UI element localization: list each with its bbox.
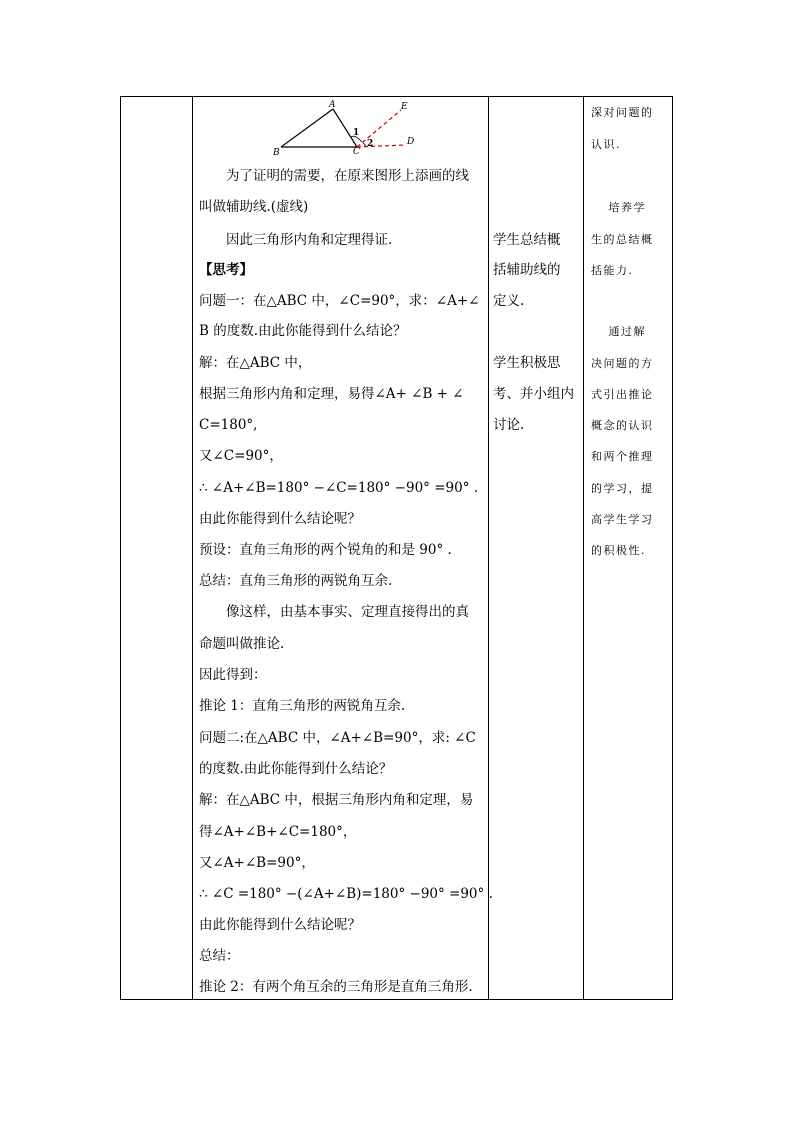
content-line: 推论 2：有两个角互余的三角形是直角三角形.: [199, 979, 473, 995]
triangle-figure: [269, 97, 439, 159]
content-line: C=180°,: [199, 417, 258, 433]
think-heading: 【思考】: [199, 262, 253, 278]
content-line: 解：在△ABC 中，根据三角形内角和定理，易: [199, 792, 474, 808]
intent-line: 式引出推论: [591, 388, 654, 401]
intent-line: 生的总结概: [591, 233, 654, 246]
activity-line: 考、并小组内: [493, 386, 574, 402]
activity-line: 讨论.: [493, 417, 525, 433]
content-line: 叫做辅助线.(虚线): [199, 199, 309, 215]
content-line: 因此得到：: [199, 667, 267, 683]
activity-line: 括辅助线的: [493, 262, 561, 278]
content-line: 问题二:在△ABC 中，∠A+∠B=90°，求: ∠C: [199, 730, 476, 746]
content-line: 为了证明的需要，在原来图形上添画的线: [199, 168, 469, 184]
label-a: A: [329, 100, 336, 110]
intent-line: 括能力.: [591, 264, 634, 277]
auxiliary-line-cd: [357, 145, 405, 147]
intent-line: 高学生学习: [591, 513, 654, 526]
intent-line: 概念的认识: [591, 419, 654, 432]
content-line: 命题叫做推论.: [199, 636, 285, 652]
lesson-table: [120, 96, 673, 1000]
label-angle-1: 1: [353, 128, 360, 138]
intent-line: 培养学: [591, 201, 646, 214]
side-ba: [281, 109, 333, 147]
content-line: 得∠A+∠B+∠C=180°，: [199, 824, 357, 840]
content-line: ∴ ∠A+∠B=180° −∠C=180° −90° =90° .: [199, 480, 479, 496]
intent-line: 的学习，提: [591, 482, 654, 495]
content-line: ∴ ∠C =180° −(∠A+∠B)=180° −90° =90° .: [199, 886, 493, 902]
content-line: 像这样，由基本事实、定理直接得出的真: [199, 604, 469, 620]
content-line: 又∠A+∠B=90°，: [199, 855, 315, 871]
content-line: 因此三角形内角和定理得证.: [199, 232, 393, 248]
content-line: 由此你能得到什么结论呢？: [199, 511, 361, 527]
auxiliary-line-ce: [357, 110, 401, 147]
content-line: 又∠C=90°，: [199, 448, 283, 464]
content-line: 总结：直角三角形的两锐角互余.: [199, 573, 393, 589]
activity-line: 定义.: [493, 293, 525, 309]
content-line: B 的度数.由此你能得到什么结论？: [199, 323, 407, 339]
label-e: E: [401, 102, 408, 112]
activity-line: 学生总结概: [493, 232, 561, 248]
label-d: D: [407, 137, 415, 147]
intent-line: 认识.: [591, 138, 621, 151]
column-divider-2: [488, 97, 489, 999]
column-divider-1: [192, 97, 193, 999]
activity-line: 学生积极思: [493, 355, 561, 371]
intent-line: 和两个推理: [591, 450, 654, 463]
intent-line: 决问题的方: [591, 357, 654, 370]
column-divider-3: [583, 97, 584, 999]
label-c: C: [353, 147, 360, 157]
label-b: B: [273, 148, 280, 158]
content-line: 的度数.由此你能得到什么结论？: [199, 761, 393, 777]
content-line: 解：在△ABC 中，: [199, 355, 312, 371]
content-line: 根据三角形内角和定理，易得∠A+ ∠B + ∠: [199, 386, 464, 402]
intent-line: 通过解: [591, 325, 646, 338]
content-line: 总结：: [199, 948, 240, 964]
content-line: 推论 1：直角三角形的两锐角互余.: [199, 698, 406, 714]
intent-line: 深对问题的: [591, 106, 654, 119]
content-line: 由此你能得到什么结论呢？: [199, 917, 361, 933]
intent-line: 的积极性.: [591, 544, 646, 557]
label-angle-2: 2: [367, 139, 374, 149]
content-line: 问题一：在△ABC 中，∠C=90°，求：∠A+∠: [199, 293, 480, 309]
content-line: 预设：直角三角形的两个锐角的和是 90° .: [199, 542, 452, 558]
